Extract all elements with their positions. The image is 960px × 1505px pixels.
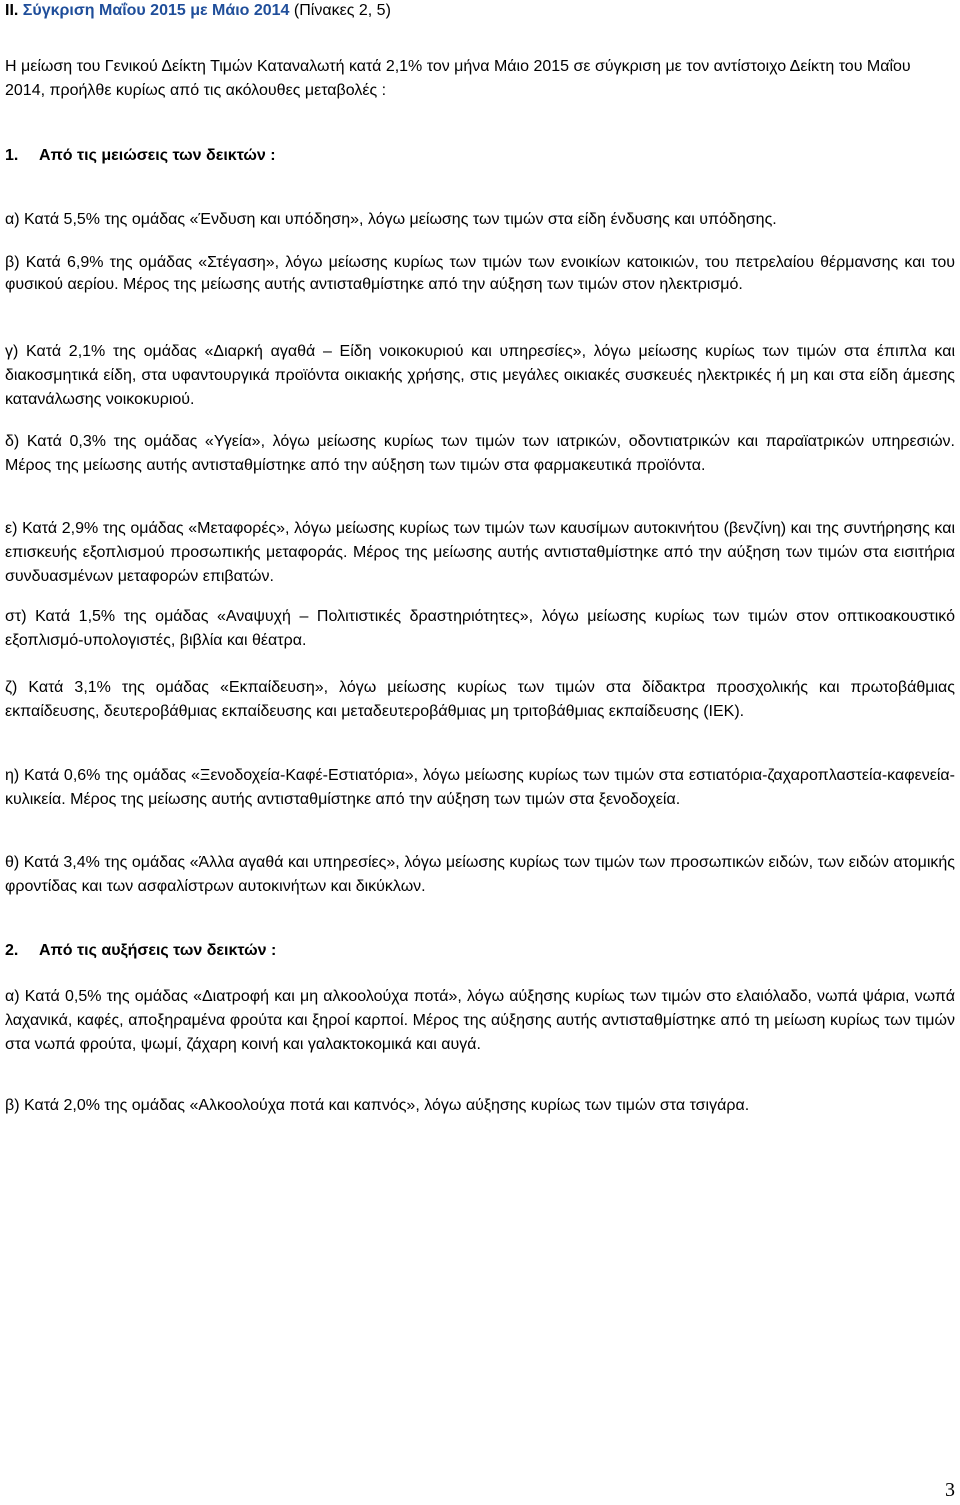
section-heading [5, 0, 955, 22]
decrease-item-c: γ) Κατά 2,1% της ομάδας «Διαρκή αγαθά – Είδη νοικοκυριού και υπηρεσίες», λόγω μείωσης κυρίως των τιμών στα έπιπλα και διακοσμητικά είδη, στα υφαντουργικά προϊόντα οικιακής χρήσης, στις μεγάλες οικιακές συσκευές ηλεκτρικές ή μη και στα είδη άμεσης κατανάλωσης νοικοκυριού. [5, 343, 955, 408]
heading-suffix: (Πίνακες 2, 5) [289, 2, 391, 19]
section-1-title [5, 145, 955, 167]
heading-title: Σύγκριση Μαΐου 2015 με Μάιο 2014 [22, 2, 290, 19]
section-1-number: 1. [5, 147, 19, 164]
section-2-number: 2. [5, 942, 19, 959]
decrease-item-e: ε) Κατά 2,9% της ομάδας «Μεταφορές», λόγω μείωσης κυρίως των τιμών των καυσίμων αυτοκινήτου (βενζίνη) και της συντήρησης και επισκευής εξοπλισμού προσωπικής μεταφοράς. Μέρος της μείωσης αυτής αντισταθμίστηκε από την αύξηση των τιμών στα εισιτήρια συνδυασμένων μεταφορών επιβατών. [5, 520, 955, 585]
decrease-item-st: στ) Κατά 1,5% της ομάδας «Αναψυχή – Πολιτιστικές δραστηριότητες», λόγω μείωσης κυρίως των τιμών στον οπτικοακουστικό εξοπλισμό-υπολογιστές, βιβλία και θέατρα. [5, 608, 955, 649]
increase-item-a: α) Κατά 0,5% της ομάδας «Διατροφή και μη αλκοολούχα ποτά», λόγω αύξησης κυρίως των τιμών στο ελαιόλαδο, νωπά ψάρια, νωπά λαχανικά, καφές, αποξηραμένα φρούτα και ξηροί καρποί. Μέρος της αύξησης αυτής αντισταθμίστηκε από τη μείωση κυρίως των τιμών στα νωπά φρούτα, ψωμί, ζάχαρη κοινή και γαλακτοκομικά και αυγά. [5, 988, 955, 1053]
intro-paragraph: Η μείωση του Γενικού Δείκτη Τιμών Καταναλωτή κατά 2,1% τον μήνα Μάιο 2015 σε σύγκριση με τον αντίστοιχο Δείκτη του Μαΐου 2014, προήλθε κυρίως από τις ακόλουθες μεταβολές : [5, 58, 911, 99]
page-number: 3 [945, 1479, 955, 1501]
heading-bold [5, 2, 289, 19]
decrease-item-a: α) Κατά 5,5% της ομάδας «Ένδυση και υπόδηση», λόγω μείωσης των τιμών στα είδη ένδυσης και υπόδησης. [5, 211, 777, 228]
decrease-item-th: θ) Κατά 3,4% της ομάδας «Άλλα αγαθά και υπηρεσίες», λόγω μείωσης κυρίως των τιμών των προσωπικών ειδών, των ειδών ατομικής φροντίδας και των ασφαλίστρων αυτοκινήτων και δικύκλων. [5, 854, 955, 895]
decrease-item-z: ζ) Κατά 3,1% της ομάδας «Εκπαίδευση», λόγω μείωσης κυρίως των τιμών στα δίδακτρα προσχολικής και πρωτοβάθμιας εκπαίδευσης, δευτεροβάθμιας εκπαίδευσης και μεταδευτεροβάθμιας μη τριτοβάθμιας εκπαίδευσης (ΙΕΚ). [5, 679, 955, 720]
section-2-title [5, 940, 955, 962]
decrease-item-b: β) Κατά 6,9% της ομάδας «Στέγαση», λόγω μείωσης κυρίως των τιμών των ενοικίων κατοικιών, του πετρελαίου θέρμανσης και του φυσικού αερίου. Μέρος της μείωσης αυτής αντισταθμίστηκε από την αύξηση των τιμών στον ηλεκτρισμό. [5, 254, 955, 293]
increase-item-b: β) Κατά 2,0% της ομάδας «Αλκοολούχα ποτά και καπνός», λόγω αύξησης κυρίως των τιμών στα τσιγάρα. [5, 1097, 750, 1114]
section-2-label: Από τις αυξήσεις των δεικτών : [39, 942, 277, 959]
decrease-item-h: η) Κατά 0,6% της ομάδας «Ξενοδοχεία-Καφέ-Εστιατόρια», λόγω μείωσης κυρίως των τιμών στα εστιατόρια-ζαχαροπλαστεία-καφενεία-κυλικεία. Μέρος της μείωσης αυτής αντισταθμίστηκε από την αύξηση των τιμών στα ξενοδοχεία. [5, 767, 955, 808]
heading-prefix: II. [5, 2, 23, 19]
section-1-label: Από τις μειώσεις των δεικτών : [39, 147, 276, 164]
decrease-item-d: δ) Κατά 0,3% της ομάδας «Υγεία», λόγω μείωσης κυρίως των τιμών των ιατρικών, οδοντιατρικών και παραϊατρικών υπηρεσιών. Μέρος της μείωσης αυτής αντισταθμίστηκε από την αύξηση των τιμών στα φαρμακευτικά προϊόντα. [5, 433, 955, 474]
